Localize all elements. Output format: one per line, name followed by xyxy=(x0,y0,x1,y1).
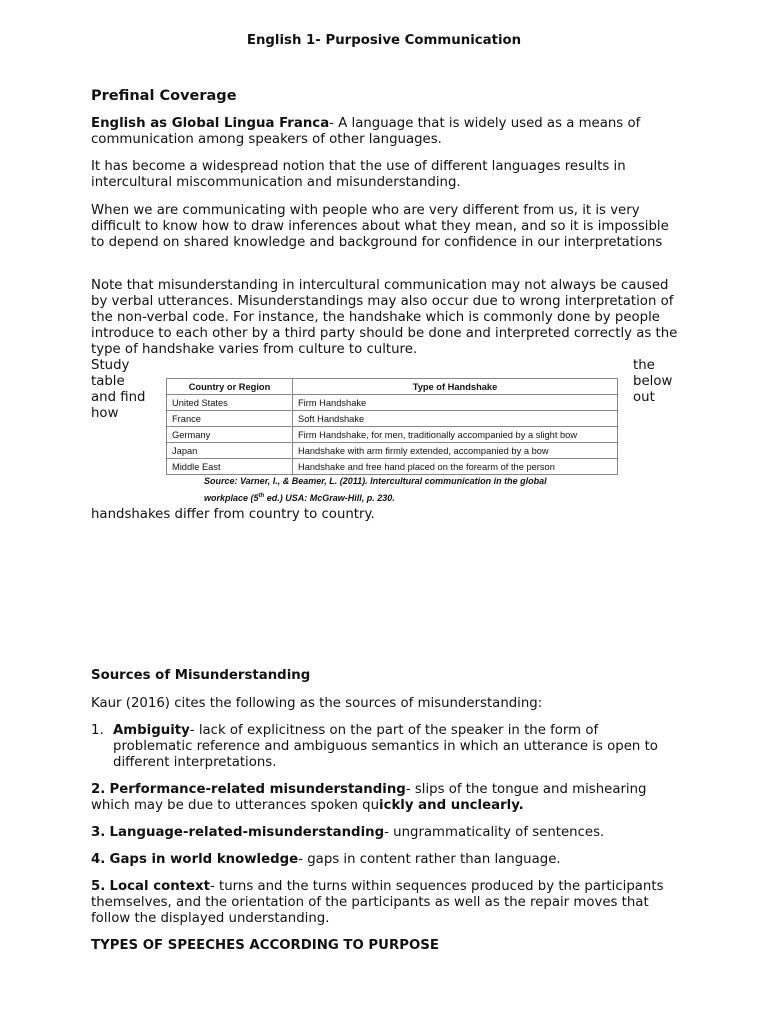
table-source-sup: th xyxy=(258,493,265,499)
table-source-2b: ed.) USA: McGraw-Hill, p. 230. xyxy=(264,493,395,503)
list-item-performance xyxy=(91,782,681,814)
lingua-franca-definition: - A language that is widely used as a means of communication among speakers of other languages. xyxy=(91,116,641,147)
wrap-word-table: table xyxy=(91,374,125,389)
list-item-language xyxy=(91,825,681,841)
wrap-word-and-find: and find xyxy=(91,390,146,405)
list-item-world-knowledge xyxy=(91,852,681,868)
table-cell-handshake: Firm Handshake, for men, traditionally accompanied by a slight bow xyxy=(293,427,618,443)
list-text: - ungrammaticality of sentences. xyxy=(384,825,605,840)
table-cell-handshake: Handshake and free hand placed on the forearm of the person xyxy=(293,459,618,475)
list-text: - lack of explicitness on the part of the speaker in the form of problematic reference and ambiguous semantics in which an utterance is open to different interpretations. xyxy=(113,723,658,770)
list-number: 3. xyxy=(91,825,106,840)
types-heading: TYPES OF SPEECHES ACCORDING TO PURPOSE xyxy=(91,938,439,953)
wrap-word-the: the xyxy=(633,358,655,373)
list-term: Local context xyxy=(109,879,210,894)
table-source-2a: workplace (5 xyxy=(204,493,259,503)
list-term: Ambiguity xyxy=(113,723,190,738)
list-term: Performance-related misunderstanding xyxy=(109,782,406,797)
table-row xyxy=(167,411,618,427)
table-source-line-2 xyxy=(204,490,395,504)
list-number: 4. xyxy=(91,852,106,867)
list-number: 1. xyxy=(91,723,104,738)
list-text: - slips of the tongue and mishearing which may be due to utterances spoken qu xyxy=(91,782,647,813)
table-header-handshake: Type of Handshake xyxy=(293,379,618,395)
paragraph-widespread-notion: It has become a widespread notion that the use of different languages results in intercultural miscommunication and misunderstanding. xyxy=(91,159,626,190)
list-number: 2. xyxy=(91,782,106,797)
wrap-word-study: Study xyxy=(91,358,130,373)
document-title: English 1- Purposive Communication xyxy=(246,33,522,48)
kaur-intro: Kaur (2016) cites the following as the sources of misunderstanding: xyxy=(91,696,543,711)
table-row xyxy=(167,395,618,411)
table-cell-country: Japan xyxy=(167,443,293,459)
wrap-word-how: how xyxy=(91,406,119,421)
list-item-local-context xyxy=(91,879,681,927)
table-row xyxy=(167,443,618,459)
table-source-line-1: Source: Varner, I., & Beamer, L. (2011). Intercultural communication in the global xyxy=(204,476,547,486)
handshake-table xyxy=(166,378,618,475)
table-header-country: Country or Region xyxy=(167,379,293,395)
table-cell-handshake: Firm Handshake xyxy=(293,395,618,411)
list-number: 5. xyxy=(91,879,106,894)
paragraph-inferences: When we are communicating with people who are very different from us, it is very difficult to know how to draw inferences about what they mean, and so it is impossible to depend on shared knowledge and background for confidence in our interpretations xyxy=(91,203,669,250)
list-item-body xyxy=(113,723,681,771)
table-row xyxy=(167,459,618,475)
table-cell-country: United States xyxy=(167,395,293,411)
list-item-ambiguity xyxy=(91,723,681,771)
table-cell-handshake: Soft Handshake xyxy=(293,411,618,427)
list-text-bold-tail: ickly and unclearly. xyxy=(379,798,524,813)
table-cell-country: Germany xyxy=(167,427,293,443)
list-text: - turns and the turns within sequences produced by the participants themselves, and the orientation of the participants as well as the repair moves that follow the displayed understanding. xyxy=(91,879,664,926)
wrap-word-out: out xyxy=(633,390,655,405)
wrap-word-below: below xyxy=(633,374,673,389)
paragraph-nonverbal: Note that misunderstanding in intercultural communication may not always be caused by verbal utterances. Misunderstandings may also occur due to wrong interpretation of the non-verbal code. For instance, the handshake which is commonly done by people introduce to each other by a third party should be done and interpreted correctly as the type of handshake varies from culture to culture. xyxy=(91,278,678,357)
table-cell-country: Middle East xyxy=(167,459,293,475)
list-text: - gaps in content rather than language. xyxy=(298,852,561,867)
wrap-tail-text: handshakes differ from country to country. xyxy=(91,507,375,522)
lingua-franca-paragraph xyxy=(91,116,681,148)
table-row xyxy=(167,427,618,443)
lingua-franca-term: English as Global Lingua Franca xyxy=(91,116,330,131)
list-term: Language-related-misunderstanding xyxy=(109,825,385,840)
table-cell-country: France xyxy=(167,411,293,427)
table-header-row xyxy=(167,379,618,395)
section-heading-prefinal: Prefinal Coverage xyxy=(91,88,237,104)
list-term: Gaps in world knowledge xyxy=(109,852,299,867)
sources-heading: Sources of Misunderstanding xyxy=(91,668,311,683)
table-cell-handshake: Handshake with arm firmly extended, accompanied by a bow xyxy=(293,443,618,459)
